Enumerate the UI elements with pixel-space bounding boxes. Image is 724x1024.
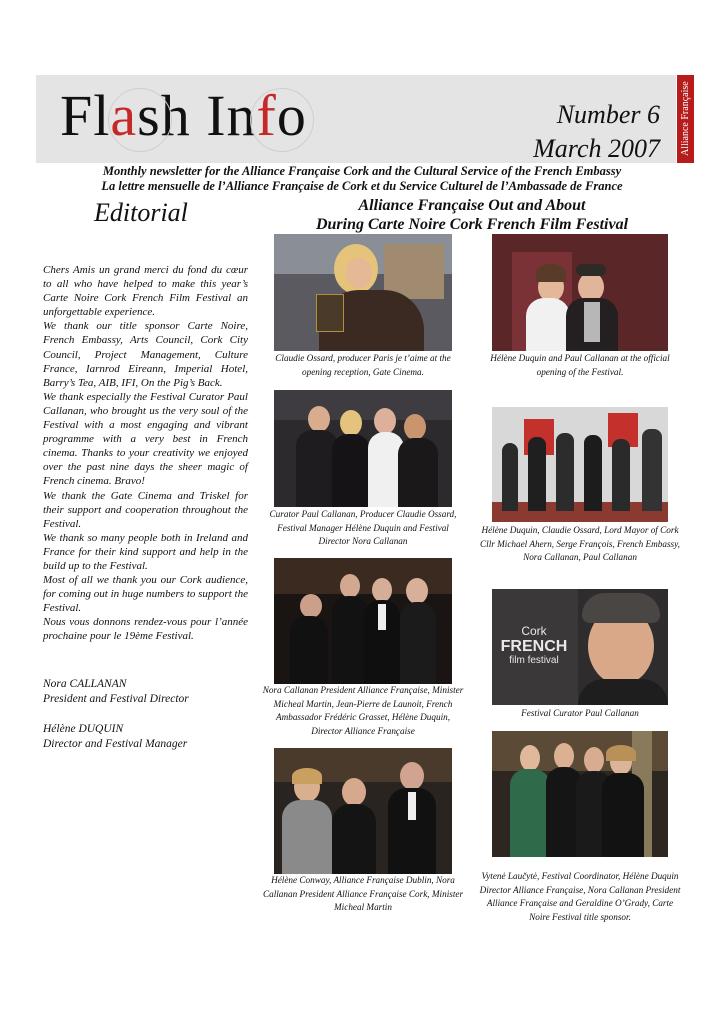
logo-text: sh In: [137, 83, 257, 148]
caption-photo-5: Nora Callanan President Alliance Française, Minister Micheal Martin, Jean-Pierre de Launoit, French Ambassador Frédéric Grasset, Hélène Duquin, Director Alliance Française: [262, 685, 464, 736]
editorial-paragraph: Most of all we thank you our Cork audience, for coming out in huge numbers to support the Festival.: [43, 574, 248, 615]
caption-photo-6: Festival Curator Paul Callanan: [521, 708, 639, 718]
logo-text: Fl: [60, 83, 111, 148]
caption-photo-7: Hélène Conway, Alliance Française Dublin, Nora Callanan President Alliance Française Cork, Minister Micheal Martin: [262, 875, 464, 912]
photo-minister-ambassador: [274, 558, 452, 684]
editorial-body: [43, 263, 248, 644]
caption-photo-4: Hélène Duquin, Claudie Ossard, Lord Mayor of Cork Cllr Michael Ahern, Serge François, French Embassy, Nora Callanan, Paul Callanan: [480, 525, 680, 562]
editorial-title: Editorial: [94, 198, 188, 227]
caption-photo-3: Curator Paul Callanan, Producer Claudie Ossard, Festival Manager Hélène Duquin and Festival Director Nora Callanan: [269, 509, 457, 546]
editorial-paragraph: Chers Amis un grand merci du fond du cœur to all who have helped to make this year’s Carte Noire Cork French Film Festival an unforgettable experience.: [43, 264, 248, 319]
logo-text-accent: f: [256, 83, 277, 148]
signature-duquin: [43, 722, 187, 752]
signature-name: Nora CALLANAN: [43, 678, 127, 690]
caption-photo-8: Vytenė Laučytė, Festival Coordinator, Hélène Duquin Director Alliance Française, Nora Callanan President Alliance Française and Geraldine O’Grady, Carte Noire Festival title sponsor.: [479, 871, 681, 922]
issue-date: March 2007: [533, 134, 660, 163]
photo-curator-poster: [492, 589, 668, 705]
signature-name: Hélène DUQUIN: [43, 723, 124, 735]
out-about-title-line: Alliance Française Out and About: [358, 197, 586, 214]
photo-coordinator-sponsor: [492, 731, 668, 857]
poster-text: film festival: [509, 655, 559, 666]
subtitle-fr: La lettre mensuelle de l’Alliance Française de Cork et du Service Culturel de l’Ambassade de France: [101, 179, 623, 193]
poster-text: Cork: [521, 624, 547, 638]
editorial-paragraph: We thank the Gate Cinema and Triskel for their support and cooperation throughout the Festival.: [43, 489, 248, 530]
out-about-title: [262, 196, 682, 234]
poster-text: FRENCH: [500, 638, 568, 655]
out-about-title-line: During Carte Noire Cork French Film Festival: [315, 216, 629, 233]
logo-text-accent: a: [110, 83, 138, 148]
signature-role: President and Festival Director: [43, 693, 189, 705]
signature-role: Director and Festival Manager: [43, 738, 188, 750]
caption-photo-2: Hélène Duquin and Paul Callanan at the official opening of the Festival.: [490, 353, 670, 377]
issue-number: Number 6: [556, 100, 660, 129]
signature-callanan: [43, 677, 189, 707]
photo-duquin-callanan: [492, 234, 668, 351]
side-tab: Alliance Française: [677, 75, 694, 163]
photo-conway-martin: [274, 748, 452, 874]
issue-info: [533, 98, 660, 166]
newsletter-logo: [60, 83, 307, 148]
caption-photo-1: Claudie Ossard, producer Paris je t’aime at the opening reception, Gate Cinema.: [275, 353, 451, 377]
editorial-paragraph: We thank especially the Festival Curator Paul Callanan, who brought us the very soul of the Festival with a most engaging and vibrant programme with a very best in French cinema. Thanks to your creativity we enjoyed over the past nine days the sheer magic of French cinema. Bravo!: [43, 390, 248, 488]
editorial-paragraph: We thank our title sponsor Carte Noire, French Embassy, Arts Council, Cork City Council, Project Management, Culture France, Iarnrod Eireann, Imperial Hotel, Barry’s Tea, AIB, IFI, On the Pig’s Back.: [43, 320, 248, 389]
subtitle-en: Monthly newsletter for the Alliance Française Cork and the Cultural Service of the French Embassy: [102, 164, 622, 178]
photo-lord-mayor: [492, 407, 668, 522]
festival-poster: [494, 625, 574, 695]
editorial-paragraph: We thank so many people both in Ireland and France for their kind support and help in the build up to the Festival.: [43, 531, 248, 572]
photo-group-curator: [274, 390, 452, 507]
editorial-paragraph: Nous vous donnons rendez-vous pour l’année prochaine pour le 19ème Festival.: [43, 616, 248, 643]
logo-ring-decoration: [250, 88, 314, 152]
logo-ring-decoration: [108, 88, 172, 152]
logo-text: o: [276, 83, 307, 148]
photo-claudie-ossard: [274, 234, 452, 351]
